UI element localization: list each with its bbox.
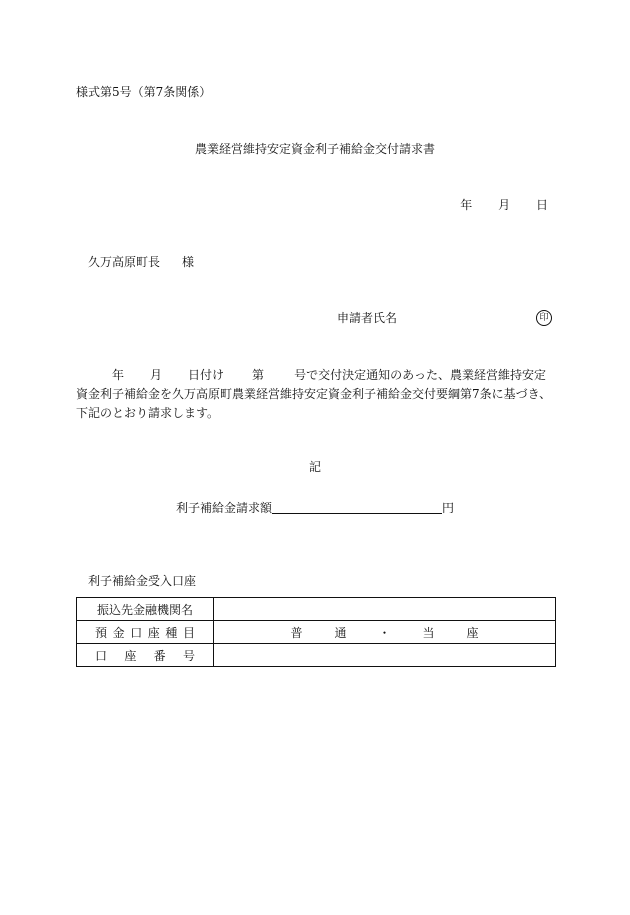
addressee-honorific: 様 [182,255,195,269]
date-day-label: 日 [535,198,548,212]
form-number: 様式第5号（第7条関係） [76,85,212,99]
date-year-label: 年 [460,198,473,212]
table-row [77,621,556,644]
account-type-char-4: 座 [466,625,479,640]
claim-amount-field[interactable] [272,501,442,514]
date-month-label: 月 [498,198,511,212]
body-line-2: 資金利子補給金を久万高原町農業経営維持安定資金利子補給金交付要綱第7条に基づき、 [76,387,552,401]
claim-amount-line [176,501,454,514]
seal-mark: 印 [536,310,552,326]
document-title: 農業経営維持安定資金利子補給金交付請求書 [194,142,435,156]
account-type-char-2: 通 [334,625,347,640]
applicant-name-label: 申請者氏名 [337,311,398,325]
account-type-options[interactable] [214,621,556,644]
account-type-label: 預金口座種目 [77,621,214,644]
body-line-3: 下記のとおり請求します。 [76,406,220,420]
bank-name-label: 振込先金融機関名 [77,598,214,621]
ki-heading: 記 [308,460,321,474]
body-go-text: 号で交付決定通知のあった、農業経営維持安定 [294,368,546,382]
claim-amount-unit: 円 [442,501,455,515]
bank-name-field[interactable] [214,598,556,621]
account-type-separator: ・ [378,625,391,640]
body-dai: 第 [252,368,265,382]
addressee [88,256,194,268]
account-number-field[interactable] [214,644,556,667]
account-type-char-3: 当 [422,625,435,640]
body-line-1 [112,369,546,381]
account-type-char-1: 普 [290,625,303,640]
body-month: 月 [150,368,163,382]
body-day-dated: 日付け [188,368,225,382]
account-table [76,597,556,667]
date-line [460,199,548,211]
account-section-title: 利子補給金受入口座 [88,574,197,588]
table-row [77,644,556,667]
table-row [77,598,556,621]
addressee-name: 久万高原町長 [88,255,161,269]
account-number-label: 口座番号 [77,644,214,667]
body-year: 年 [112,368,125,382]
claim-amount-label: 利子補給金請求額 [176,501,273,515]
